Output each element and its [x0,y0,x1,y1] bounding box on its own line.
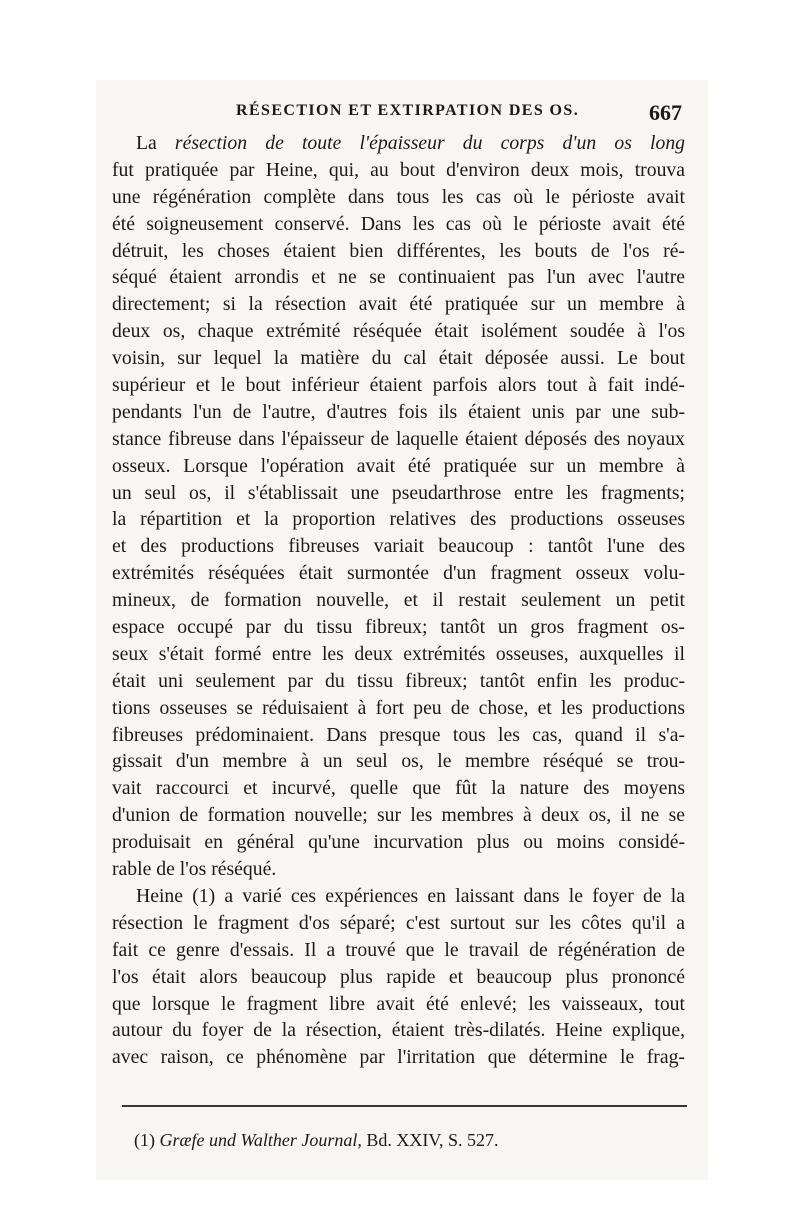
footnote-marker: (1) [134,1130,155,1150]
paragraph-2-first-line: Heine (1) a varié ces expériences en laissant dans le foyer de la [136,884,685,907]
text-line: que lorsque le fragment libre avait été enlevé; les vaisseaux, tout [112,992,685,1015]
text-line: voisin, sur lequel la matière du cal était déposée aussi. Le bout [112,347,685,370]
paragraph-1-first-line [112,130,685,157]
footnote [134,1130,499,1151]
text-line: et des productions fibreuses variait beaucoup : tantôt l'une des [112,535,685,558]
text-line: séqué étaient arrondis et ne se continuaient pas l'un avec l'autre [112,266,685,289]
body-text [112,130,685,1071]
text-line: avec raison, ce phénomène par l'irritation que détermine le frag- [112,1046,685,1069]
text-line: stance fibreuse dans l'épaisseur de laquelle étaient déposés des noyaux [112,427,685,450]
text-line: deux os, chaque extrémité réséquée était isolément soudée à l'os [112,320,685,343]
text-line: extrémités réséquées était surmontée d'un fragment osseux volu- [112,562,685,585]
text-line: produisait en général qu'une incurvation plus ou moins considé- [112,831,685,854]
text-line: osseux. Lorsque l'opération avait été pratiquée sur un membre à [112,454,685,477]
text-line: seux s'était formé entre les deux extrémités osseuses, auxquelles il [112,642,685,665]
text-line: était uni seulement par du tissu fibreux; tantôt enfin les produc- [112,669,685,692]
page-number: 667 [649,100,682,125]
text-line: un seul os, il s'établissait une pseudarthrose entre les fragments; [112,481,685,504]
text-line: résection le fragment d'os séparé; c'est surtout sur les côtes qu'il a [112,911,685,934]
text-line: gissait d'un membre à un seul os, le membre réséqué se trou- [112,750,685,773]
text-line: détruit, les choses étaient bien différentes, les bouts de l'os ré- [112,239,685,262]
text-line: espace occupé par du tissu fibreux; tantôt un gros fragment os- [112,616,685,639]
text-line: l'os était alors beaucoup plus rapide et beaucoup plus prononcé [112,965,685,988]
running-title: RÉSECTION ET EXTIRPATION DES OS. [236,102,580,119]
text-line: autour du foyer de la résection, étaient très-dilatés. Heine explique, [112,1019,685,1042]
text-line: été soigneusement conservé. Dans les cas où le périoste avait été [112,212,685,235]
text-line: fut pratiquée par Heine, qui, au bout d'environ deux mois, trouva [112,158,685,181]
lead-word: La [136,132,157,154]
footnote-reference: Bd. XXIV, S. 527. [366,1130,499,1150]
text-line: directement; si la résection avait été pratiquée sur un membre à [112,293,685,316]
text-line: tions osseuses se réduisaient à fort peu de chose, et les productions [112,696,685,719]
text-line: mineux, de formation nouvelle, et il restait seulement un petit [112,589,685,612]
text-line: fait ce genre d'essais. Il a trouvé que le travail de régénération de [112,938,685,961]
text-line: la répartition et la proportion relatives des productions osseuses [112,508,685,531]
text-line: supérieur et le bout inférieur étaient parfois alors tout à fait indé- [112,374,685,397]
text-line: rable de l'os réséqué. [112,858,277,881]
text-line: une régénération complète dans tous les cas où le périoste avait [112,185,685,208]
text-line: d'union de formation nouvelle; sur les membres à deux os, il ne se [112,804,685,827]
footnote-divider [122,1105,687,1107]
text-line: pendants l'un de l'autre, d'autres fois ils étaient unis par une sub- [112,400,685,423]
lead-italic-phrase: résection de toute l'épaisseur du corps d'un os long [174,132,685,154]
footnote-source: Græfe und Walther Journal, [159,1130,362,1150]
running-head [112,100,682,124]
text-line: fibreuses prédominaient. Dans presque tous les cas, quand il s'a- [112,723,685,746]
text-line: vait raccourci et incurvé, quelle que fût la nature des moyens [112,777,685,800]
